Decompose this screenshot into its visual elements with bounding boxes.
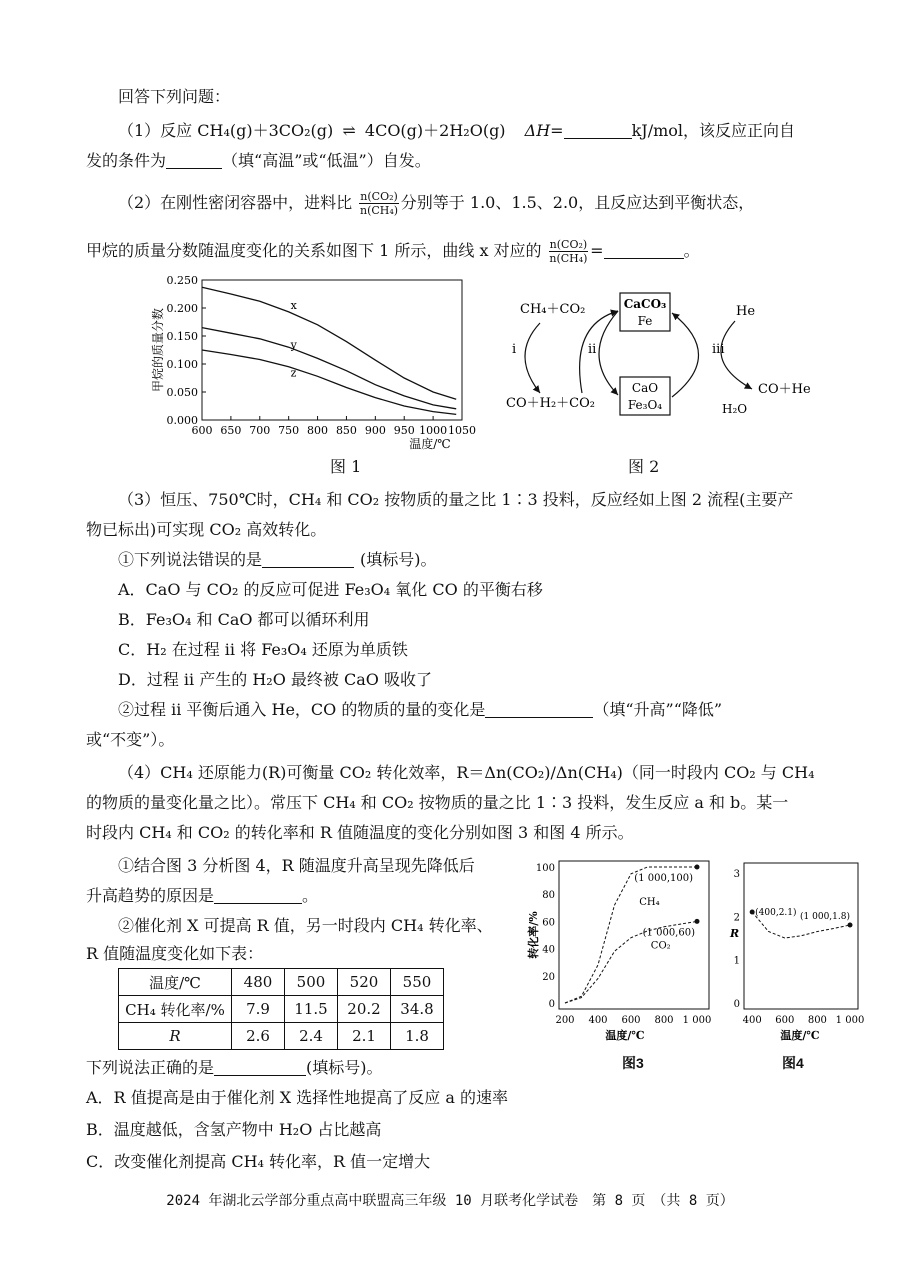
arrow-iii-left [672,313,699,397]
point-label-ch4: (1 000,100) [634,873,693,884]
y-tick-label: 0 [733,999,740,1010]
answer-blank-dh[interactable] [564,122,632,139]
q2-line2 [86,238,700,265]
x-tick-label: 1050 [448,424,476,437]
table-row [119,996,444,1023]
q3-sub1 [118,549,437,571]
table-cell: 34.8 [391,996,444,1023]
answer-blank-ratio[interactable] [604,242,684,259]
curve-z [202,350,456,414]
x-tick-label: 600 [191,424,213,437]
box1-line1: CaCO₃ [623,297,667,311]
q4-option-b: B．温度越低，含氢产物中 H₂O 占比越高 [86,1120,382,1139]
table-cell: 500 [285,969,338,996]
figure-2-caption: 图 2 [628,457,660,476]
q2-line1 [118,190,754,217]
answer-blank-q4-1[interactable] [214,887,302,904]
x-tick-label: 200 [555,1015,575,1026]
fig2-reactants: CH₄＋CO₂ [520,302,586,317]
x-axis-label: 温度/℃ [605,1029,645,1042]
x-tick-label: 400 [588,1015,608,1026]
table-cell: 480 [232,969,285,996]
q1-label: （1）反应 CH₄(g)＋3CO₂(g) [118,121,334,140]
table-cell: 温度/℃ [119,969,232,996]
point-label-start: (400,2.1) [755,908,797,918]
x-axis-label: 温度/℃ [780,1029,820,1042]
feed-ratio-fraction [359,190,399,217]
q1-line2-tail: （填“高温”或“低温”）自发。 [222,151,431,170]
q3-sub1-tail: (填标号)。 [360,550,437,569]
frac-den-2: n(CH₄) [549,252,588,265]
table-cell: 20.2 [338,996,391,1023]
q4-sub1b-text: 升高趋势的原因是 [86,886,215,905]
page-footer: 2024 年湖北云学部分重点高中联盟高三年级 10 月联考化学试卷 第 8 页 （共 8 页） [166,1193,734,1209]
q2-end: 。 [683,241,700,260]
y-tick-label: 1 [733,955,740,967]
y-tick-label: 100 [535,863,555,874]
box2-line2: Fe₃O₄ [627,398,663,412]
y-tick-label: 3 [733,869,740,880]
table-cell: 7.9 [232,996,285,1023]
x-tick-label: 750 [278,424,300,437]
frac-den: n(CH₄) [359,204,399,217]
y-tick-label: 0 [548,999,555,1010]
plot-frame [202,280,462,420]
frac-num: n(CO₂) [360,190,398,203]
y-axis-label: 甲烷的质量分数 [151,307,165,393]
q3-sub2 [118,699,722,721]
y-tick-label: 0.250 [166,274,198,287]
x-tick-label: 1 000 [682,1015,712,1026]
q3-sub2-text: ②过程 ii 平衡后通入 He，CO 的物质的量的变化是 [118,700,486,719]
y-tick-label: 0.000 [166,414,198,427]
q4-sub1a: ①结合图 3 分析图 4，R 随温度升高呈现先降低后 [118,856,475,875]
r-value-table [118,968,444,1050]
y-tick-label: 60 [542,917,555,929]
q4-sub1c: 。 [302,886,319,905]
end-point-co2 [695,919,700,924]
arrow-i [525,323,540,393]
table-row [119,969,444,996]
series-label-ch4: CH₄ [639,897,660,909]
table-cell: R [119,1023,232,1050]
q3-line1: （3）恒压、750℃时，CH₄ 和 CO₂ 按物质的量之比 1∶3 投料，反应经如上图 2 流程(主要产 [118,490,794,509]
table-cell: 2.1 [338,1023,391,1050]
series-label-co2: CO₂ [650,940,671,952]
figure-4-chart [722,855,872,1050]
q2-eq: = [590,241,604,260]
fig2-he: He [736,304,756,319]
x-tick-label: 600 [775,1015,795,1026]
y-tick-label: 0.200 [166,302,198,315]
arrow-ii-down [599,311,618,395]
feed-ratio-fraction-2 [549,238,589,265]
q2-mid: 分别等于 1.0、1.5、2.0，且反应达到平衡状态， [400,193,755,212]
y-axis-label: 转化率/% [527,911,540,959]
table-cell: 2.6 [232,1023,285,1050]
q3-option-d: D．过程 ii 产生的 H₂O 最终被 CaO 吸收了 [118,670,432,689]
table-cell: 11.5 [285,996,338,1023]
x-tick-label: 950 [393,424,415,437]
y-tick-label: 40 [542,944,555,956]
table-row [119,1023,444,1050]
box2-line1: CaO [631,381,659,395]
q4-sub2b: R 值随温度变化如下表： [86,944,264,963]
q3-sub2-end: 或“不变”）。 [86,730,175,749]
equilibrium-arrow: ⇌ [342,121,356,140]
plot-frame [744,863,858,1009]
curve-label-z: z [290,366,297,380]
q3-option-a: A．CaO 与 CO₂ 的反应可促进 Fe₃O₄ 氧化 CO 的平衡右移 [118,580,543,599]
answer-blank-q3-1[interactable] [262,551,354,568]
point-label-end: (1 000,1.8) [800,912,850,922]
q3-sub1-text: ①下列说法错误的是 [118,550,263,569]
curve-x [202,287,456,399]
table-cell: CH₄ 转化率/% [119,996,232,1023]
q4-sub2a: ②催化剂 X 可提高 R 值，另一时段内 CH₄ 转化率、 [118,916,493,935]
intro-text: 回答下列问题： [118,87,231,106]
x-tick-label: 650 [220,424,242,437]
q3-line2: 物已标出)可实现 CO₂ 高效转化。 [86,520,327,539]
y-tick-label: 2 [733,912,740,924]
q3-option-c: C．H₂ 在过程 ii 将 Fe₃O₄ 还原为单质铁 [118,640,408,659]
y-axis-label: R [730,927,740,940]
q4-line2: 的物质的量变化量之比）。常压下 CH₄ 和 CO₂ 按物质的量之比 1∶3 投料，发生反应 a 和 b。某一 [86,793,789,812]
table-cell: 550 [391,969,444,996]
arrow-iii-right [721,321,752,389]
x-tick-label: 800 [807,1015,827,1026]
q4-sub3 [86,1057,383,1079]
q3-sub2-tail: （填“升高”“降低” [593,700,723,719]
q4-option-a: A．R 值提高是由于催化剂 X 选择性地提高了反应 a 的速率 [86,1088,508,1107]
point-label-co2: (1 000,60) [642,927,695,939]
fig2-products-right: CO＋He [758,382,811,397]
q2-label: （2）在刚性密闭容器中，进料比 [118,193,353,212]
answer-blank-q4-2[interactable] [214,1059,306,1076]
table-cell: 520 [338,969,391,996]
x-tick-label: 1000 [419,424,448,437]
y-tick-label: 0.150 [166,330,198,343]
q4-line1: （4）CH₄ 还原能力(R)可衡量 CO₂ 转化效率，R＝Δn(CO₂)/Δn(CH₄)（同一时段内 CO₂ 与 CH₄ [118,763,815,782]
y-tick-label: 0.100 [166,358,198,371]
y-tick-label: 80 [542,890,555,902]
figure-3-chart [525,855,725,1050]
x-tick-label: 700 [249,424,271,437]
frac-num-2: n(CO₂) [549,238,588,251]
figure-1-caption: 图 1 [330,457,362,476]
x-tick-label: 1 000 [835,1015,865,1026]
x-tick-label: 850 [335,424,357,437]
answer-blank-q3-2[interactable] [485,701,593,718]
table-cell: 1.8 [391,1023,444,1050]
x-tick-label: 800 [654,1015,674,1026]
q4-sub1b [86,885,318,907]
q4-option-c: C．改变催化剂提高 CH₄ 转化率，R 值一定增大 [86,1152,431,1171]
q4-line3: 时段内 CH₄ 和 CO₂ 的转化率和 R 值随温度的变化分别如图 3 和图 4 所示。 [86,823,634,842]
q1-line2-text: 发的条件为 [86,151,167,170]
x-tick-label: 800 [307,424,329,437]
box1-line2: Fe [637,314,653,328]
x-axis-label: 温度/℃ [409,437,451,451]
figure-1-chart [140,270,480,450]
fig2-label-ii: ii [588,342,597,357]
y-tick-label: 0.050 [166,386,198,399]
curve-label-y: y [290,338,297,352]
figure-2-flowchart [500,285,811,425]
point-start [750,910,755,915]
y-tick-label: 20 [542,971,555,983]
curve-label-x: x [290,299,297,313]
x-tick-label: 900 [364,424,386,437]
q1-line2 [86,150,431,172]
point-end [848,923,853,928]
q2-line2-text: 甲烷的质量分数随温度变化的关系如图下 1 所示，曲线 x 对应的 [86,241,542,260]
fig2-label-iii: iii [712,342,725,357]
fig2-products-left: CO＋H₂＋CO₂ [506,396,595,411]
answer-blank-condition[interactable] [166,152,222,169]
q3-option-b: B．Fe₃O₄ 和 CaO 都可以循环利用 [118,610,370,629]
figure-4-caption: 图4 [782,1055,804,1071]
fig2-label-i: i [512,342,517,357]
q1-line1 [118,120,795,142]
end-point-ch4 [695,865,700,870]
fig2-h2o: H₂O [722,402,748,416]
figure-3-caption: 图3 [622,1055,644,1071]
q4-sub3-text: 下列说法正确的是 [86,1058,215,1077]
x-tick-label: 600 [621,1015,641,1026]
curve-y [202,328,456,409]
q1-dh: ΔH= [524,121,564,140]
x-tick-label: 400 [742,1015,762,1026]
q1-products: 4CO(g)＋2H₂O(g) [364,121,506,140]
table-cell: 2.4 [285,1023,338,1050]
q1-unit: kJ/mol，该反应正向自 [631,121,796,140]
q4-sub3-tail: (填标号)。 [306,1058,383,1077]
